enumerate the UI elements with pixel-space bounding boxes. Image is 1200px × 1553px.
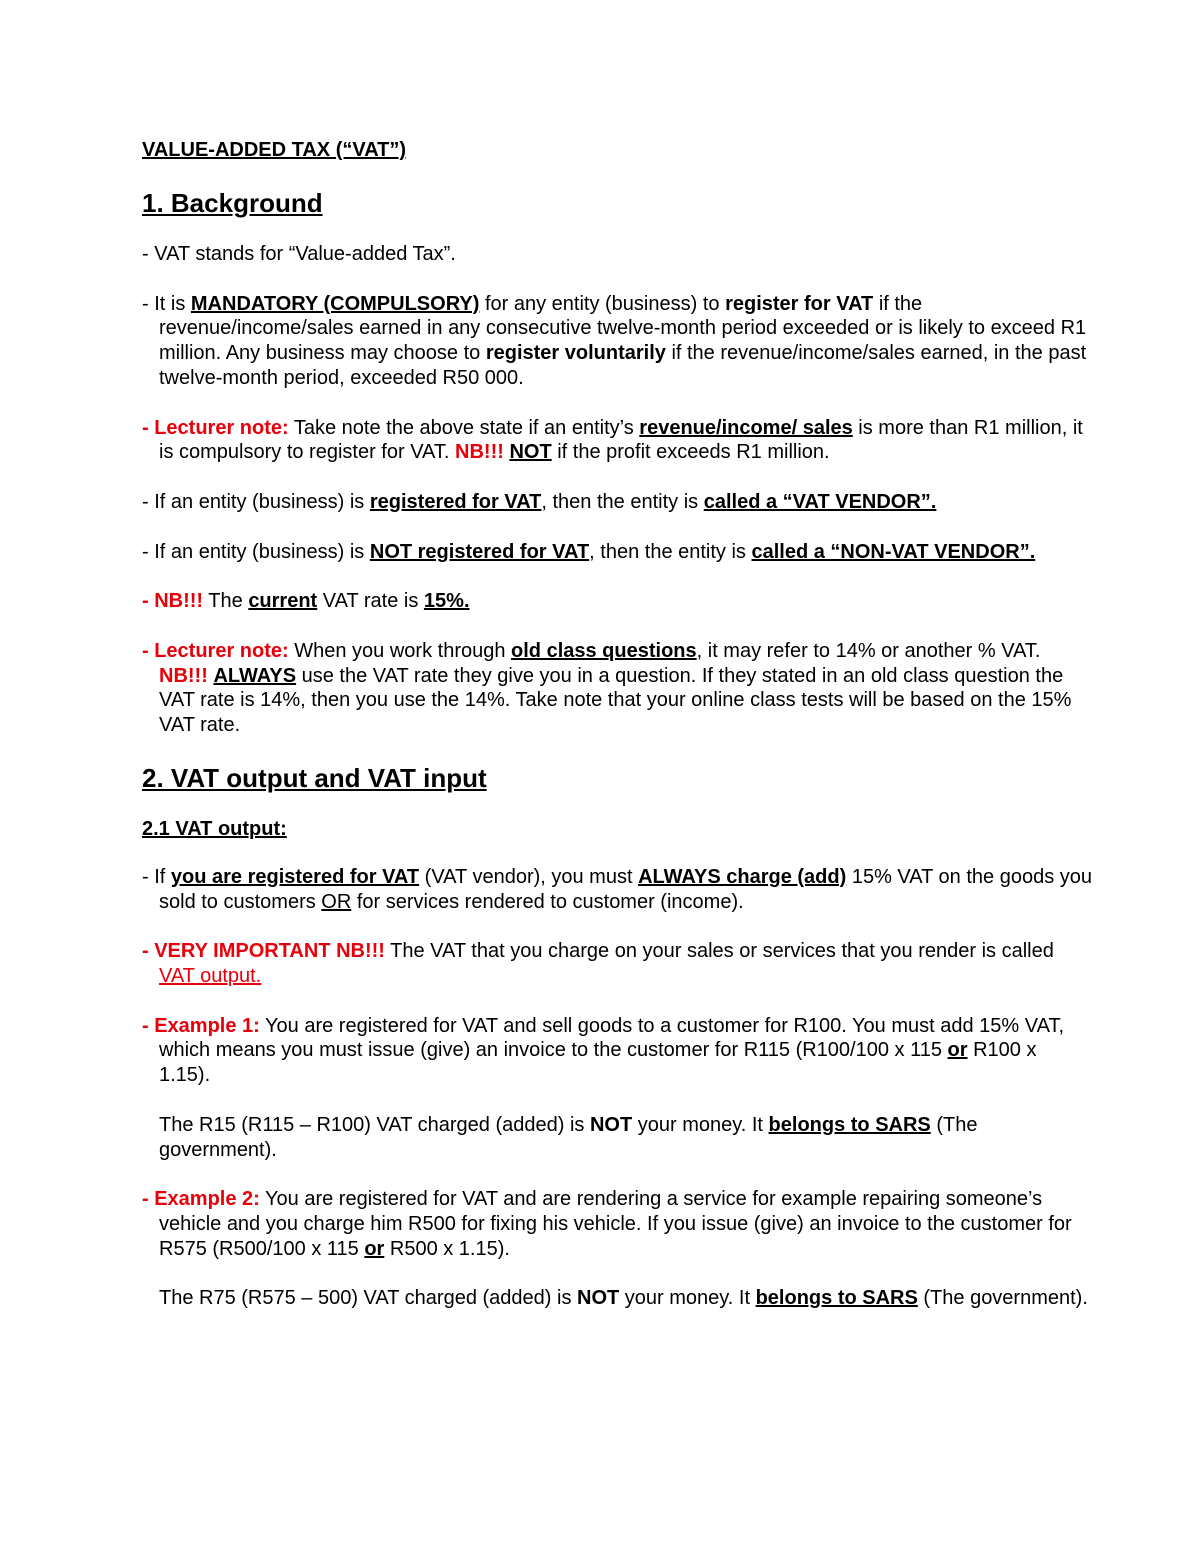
emphasis-mandatory: MANDATORY (COMPULSORY) bbox=[190, 292, 480, 315]
emphasis-current: current bbox=[248, 590, 318, 613]
text: for services rendered to customer (income). bbox=[351, 890, 744, 913]
text: When you work through bbox=[288, 639, 512, 662]
text: your money. It bbox=[632, 1113, 769, 1136]
emphasis-rate: 15%. bbox=[423, 590, 470, 613]
emphasis-non-vat-vendor: called a “NON-VAT VENDOR”. bbox=[751, 540, 1036, 563]
text: (The government). bbox=[917, 1287, 1088, 1310]
text: - If an entity (business) is bbox=[142, 490, 370, 513]
lecturer-note-label: - Lecturer note: bbox=[142, 639, 289, 662]
emphasis-always-charge: ALWAYS charge (add) bbox=[638, 865, 847, 888]
emphasis-voluntary: register voluntarily bbox=[485, 342, 666, 365]
emphasis-sars: belongs to SARS bbox=[768, 1113, 931, 1136]
text: Take note the above state if an entity’s bbox=[288, 416, 640, 439]
emphasis-always: ALWAYS bbox=[213, 664, 297, 687]
text: 15% VAT on the goods you sold to customers bbox=[159, 865, 1093, 913]
emphasis-registered: you are registered for VAT bbox=[170, 865, 420, 888]
emphasis-old-questions: old class questions bbox=[511, 639, 697, 662]
text: , it may refer to 14% or another % VAT. bbox=[696, 639, 1041, 662]
text: your money. It bbox=[619, 1287, 756, 1310]
paragraph-example-1 bbox=[142, 1014, 1092, 1088]
text: if the revenue/income/sales earned, in the past twelve-month period, exceeded R50 000. bbox=[159, 342, 1087, 389]
emphasis-register: register for VAT bbox=[725, 292, 874, 315]
paragraph-lecturer-note-1 bbox=[142, 416, 1092, 466]
text: for any entity (business) to bbox=[479, 292, 726, 315]
text: - It is bbox=[142, 292, 191, 315]
text: use the VAT rate they give you in a question. If they stated in an old class question the VAT rate is 14%, then you use the 14%. Take note that your online class tests will be based on the 15% VAT rate. bbox=[159, 664, 1072, 737]
paragraph-example-2 bbox=[142, 1187, 1092, 1261]
example-label: - Example 2: bbox=[142, 1188, 260, 1211]
document-title: VALUE-ADDED TAX (“VAT”) bbox=[142, 139, 407, 161]
lecturer-note-label: - Lecturer note: bbox=[142, 416, 289, 439]
text: R100 x 1.15). bbox=[159, 1039, 1037, 1087]
text: You are registered for VAT and sell goods to a customer for R100. You must add 15% VAT, which means you must issue (give) an invoice to the customer for R115 (R100/100 x 115 bbox=[159, 1014, 1065, 1062]
emphasis-revenue: revenue/income/ sales bbox=[639, 416, 853, 439]
document-page bbox=[142, 138, 1092, 1336]
nb-label: NB!!! bbox=[159, 664, 208, 687]
text: R500 x 1.15). bbox=[384, 1237, 510, 1260]
section-2-heading: 2. VAT output and VAT input bbox=[142, 762, 487, 793]
text: - If an entity (business) is bbox=[142, 540, 370, 563]
emphasis-registered: registered for VAT bbox=[369, 490, 542, 513]
text: You are registered for VAT and are rendering a service for example repairing someone’s vehicle and you charge him R500 for fixing his vehicle. If you issue (give) an invoice to the customer for R575 (R500/100 x 115 bbox=[159, 1188, 1072, 1260]
emphasis-or: or bbox=[364, 1237, 385, 1260]
paragraph-charge-vat bbox=[142, 865, 1092, 915]
text: - If bbox=[142, 865, 171, 888]
emphasis-vat-vendor: called a “VAT VENDOR”. bbox=[703, 490, 937, 513]
text: The bbox=[203, 590, 249, 613]
text: if the profit exceeds R1 million. bbox=[551, 441, 830, 464]
paragraph-non-vat-vendor bbox=[142, 540, 1092, 565]
text: (The government). bbox=[159, 1113, 978, 1161]
emphasis-sars: belongs to SARS bbox=[755, 1287, 918, 1310]
paragraph-current-rate bbox=[142, 589, 1092, 614]
paragraph-example-2-note bbox=[142, 1286, 1092, 1311]
example-label: - Example 1: bbox=[142, 1014, 260, 1037]
emphasis-or: or bbox=[947, 1039, 968, 1062]
text: , then the entity is bbox=[541, 490, 704, 513]
paragraph-mandatory-registration bbox=[142, 292, 1092, 391]
text: if the revenue/income/sales earned in any consecutive twelve-month period exceeded or is likely to exceed R1 million. Any business may choose to bbox=[159, 292, 1087, 365]
very-important-label: - VERY IMPORTANT NB!!! bbox=[142, 940, 385, 963]
emphasis-not-registered: NOT registered for VAT bbox=[369, 540, 590, 563]
section-1-heading: 1. Background bbox=[142, 188, 323, 218]
paragraph-lecturer-note-2 bbox=[142, 639, 1092, 738]
paragraph-example-1-note bbox=[142, 1113, 1092, 1163]
subsection-2-1-heading: 2.1 VAT output: bbox=[142, 817, 287, 840]
nb-label: NB!!! bbox=[455, 441, 504, 464]
emphasis-not: NOT bbox=[509, 441, 552, 464]
text: The R75 (R575 – 500) VAT charged (added) is bbox=[159, 1287, 578, 1310]
text: VAT rate is bbox=[317, 590, 424, 613]
paragraph-vat-vendor bbox=[142, 490, 1092, 515]
text: The VAT that you charge on your sales or services that you render is called bbox=[384, 940, 1054, 963]
text: , then the entity is bbox=[589, 540, 752, 563]
emphasis-not: NOT bbox=[577, 1287, 620, 1310]
text: (VAT vendor), you must bbox=[419, 865, 639, 888]
paragraph-vat-definition: - VAT stands for “Value-added Tax”. bbox=[142, 243, 456, 265]
nb-label: - NB!!! bbox=[142, 590, 204, 613]
text: is more than R1 million, it is compulsory to register for VAT. bbox=[159, 416, 1083, 464]
emphasis-vat-output: VAT output. bbox=[159, 964, 262, 987]
text: The R15 (R115 – R100) VAT charged (added) is bbox=[159, 1113, 590, 1136]
paragraph-vat-output-definition bbox=[142, 939, 1092, 989]
emphasis-or: OR bbox=[321, 890, 352, 913]
emphasis-not: NOT bbox=[589, 1113, 633, 1136]
